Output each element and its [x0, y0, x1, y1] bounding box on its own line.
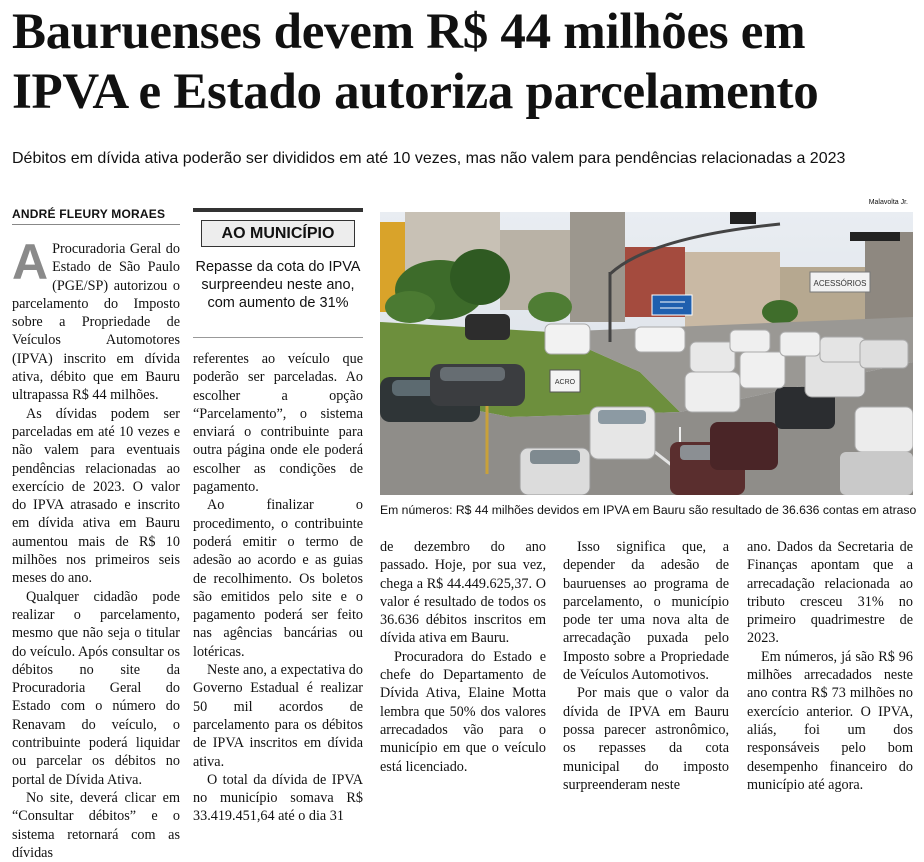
article-column-3 — [380, 538, 546, 775]
photo-caption: Em números: R$ 44 milhões devidos em IPVA em Bauru são resultado de 36.636 contas em atraso — [380, 503, 917, 517]
article-column-1 — [12, 234, 180, 861]
article-paragraph: de dezembro do ano passado. Hoje, por sua vez, chega a R$ 44.449.625,37. O valor é resultado de todos os 36.636 débitos inscritos em dívida ativa em Bauru. — [380, 539, 546, 647]
article-paragraph: referentes ao veículo que poderão ser parceladas. Ao escolher a opção “Parcelamento”, o sistema enviará o contribuinte para outra página onde ele poderá escolher as condições de pagamento. — [193, 351, 363, 496]
article-paragraph: Procuradora do Estado e chefe do Departamento de Dívida Ativa, Elaine Motta lembra que 50% dos valores arrecadados vão para o município em que o veículo está licenciado. — [380, 648, 546, 775]
article-paragraph: Ao finalizar o procedimento, o contribuinte poderá emitir o termo de adesão ao acordo e as guias de recolhimento. Os boletos são emitidos pelo site e o pagamento poderá ser feito nas agências bancárias ou lotéricas. — [193, 497, 363, 660]
svg-text:ACRO: ACRO — [554, 379, 576, 386]
subheadline: Débitos em dívida ativa poderão ser divididos em até 10 vezes, mas não valem para pendências relacionadas a 2023 — [12, 150, 846, 167]
byline: ANDRÉ FLEURY MORAES — [12, 207, 180, 225]
photo-credit: Malavolta Jr. — [868, 199, 908, 206]
article-paragraph: No site, deverá clicar em “Consultar débitos” e o sistema retornará com as dívidas — [12, 789, 180, 861]
article-paragraph: ano. Dados da Secretaria de Finanças apontam que a arrecadação relacionada ao tributo cresceu 31% no primeiro quadrimestre de 2023. — [747, 539, 913, 647]
article-paragraph: O total da dívida de IPVA no município somava R$ 33.419.451,64 até o dia 31 — [193, 771, 363, 825]
article-column-2 — [193, 350, 363, 825]
drop-cap: A — [12, 234, 49, 290]
article-paragraph: Isso significa que, a depender da adesão de bauruenses ao programa de parcelamento, o município pode ter uma nova alta de arrecadação puxada pelo Imposto sobre a Propriedade de Veículos Automotivos. — [563, 539, 729, 684]
sidebar-text: Repasse da cota do IPVA surpreendeu neste ano, com aumento de 31% — [195, 259, 361, 311]
headline: Bauruenses devem R$ 44 milhões em IPVA e Estado autoriza parcelamento — [12, 4, 819, 120]
article-column-4 — [563, 538, 729, 793]
sidebar-box — [193, 208, 363, 338]
lead-paragraph: A Procuradoria Geral do Estado de São Paulo (PGE/SP) autorizou o parcelamento do Imposto sobre a Propriedade de Veículos Automotores (IPVA) inscrito em dívida ativa, débito que em Bauru ultrapassa R$ 44 milhões. — [12, 234, 180, 404]
article-paragraph: Em números, já são R$ 96 milhões arrecadados neste ano contra R$ 73 milhões no exercício anterior. O IPVA, aliás, foi um dos responsáveis pelo bom desempenho financeiro do município até agora. — [747, 648, 913, 793]
sidebar-title: AO MUNICÍPIO — [201, 220, 355, 247]
article-paragraph: As dívidas podem ser parceladas em até 10 vezes e não valem para eventuais pendências relacionadas ao exercício de 2023. O valor do IPVA atrasado e inscrito em dívida ativa em Bauru aumentou mais de R$ 10 milhões nos primeiros seis meses do ano. — [12, 405, 180, 587]
svg-text:ACESSÓRIOS: ACESSÓRIOS — [813, 279, 867, 288]
street-photo — [380, 212, 913, 495]
article-paragraph: Por mais que o valor da dívida de IPVA em Bauru possa parecer astronômico, os repasses da cota municipal do imposto surpreenderam neste — [563, 685, 729, 793]
article-column-5 — [747, 538, 913, 793]
article-paragraph: Qualquer cidadão pode realizar o parcelamento, mesmo que não seja o titular do veículo. Após consultar os débitos no site da Procuradoria Geral do Estado com o número do Renavam do veículo, o contribuinte poderá liquidar ou parcelar os débitos no portal de Dívida Ativa. — [12, 588, 180, 788]
article-paragraph: Neste ano, a expectativa do Governo Estadual é realizar 50 mil acordos de parcelamento para os débitos de IPVA inscritos em dívida ativa. — [193, 662, 363, 770]
